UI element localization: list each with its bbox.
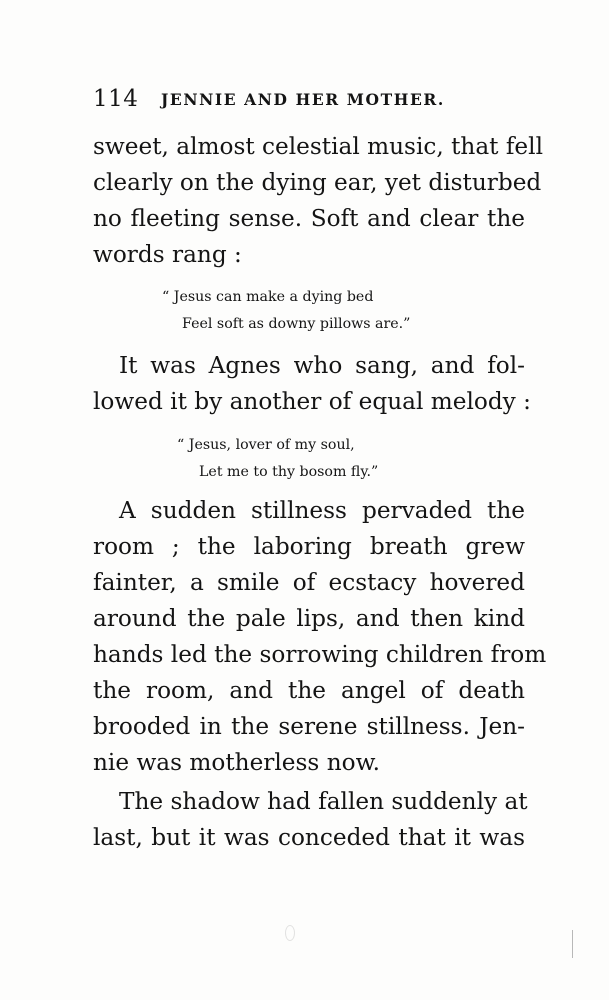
page-number: 114	[93, 86, 139, 112]
paragraph-2	[93, 348, 531, 420]
verse-quotation-2	[177, 432, 378, 486]
text-line: It was Agnes who sang, and fol-	[119, 352, 525, 379]
verse-quotation-1	[162, 284, 410, 338]
text-line: sweet, almost celestial music, that fell	[93, 133, 543, 160]
page-header	[93, 86, 533, 116]
text-line: fainter, a smile of ecstacy hovered	[93, 569, 525, 596]
running-head: JENNIE AND HER MOTHER.	[161, 90, 445, 109]
text-line: last, but it was conceded that it was	[93, 824, 525, 851]
text-line: hands led the sorrowing children from	[93, 641, 547, 668]
paper-edge-mark	[572, 930, 573, 958]
text-line: A sudden stillness pervaded the	[119, 497, 525, 524]
paragraph-4	[93, 784, 528, 856]
text-line: brooded in the serene stillness. Jen-	[93, 713, 525, 740]
paper-blemish	[285, 925, 295, 941]
paragraph-1	[93, 129, 543, 273]
verse-line: Let me to thy bosom fly.”	[199, 464, 379, 480]
verse-line: “ Jesus can make a dying bed	[162, 289, 374, 305]
paragraph-3	[93, 493, 547, 781]
text-line: around the pale lips, and then kind	[93, 605, 525, 632]
text-line: The shadow had fallen suddenly at	[119, 788, 528, 815]
verse-line: Feel soft as downy pillows are.”	[182, 316, 411, 332]
text-line: lowed it by another of equal melody :	[93, 388, 531, 415]
verse-line: “ Jesus, lover of my soul,	[177, 437, 355, 453]
text-line: nie was motherless now.	[93, 749, 381, 776]
text-line: room ; the laboring breath grew	[93, 533, 525, 560]
text-line: no fleeting sense. Soft and clear the	[93, 205, 525, 232]
text-line: words rang :	[93, 241, 242, 268]
text-line: clearly on the dying ear, yet disturbed	[93, 169, 542, 196]
text-line: the room, and the angel of death	[93, 677, 525, 704]
